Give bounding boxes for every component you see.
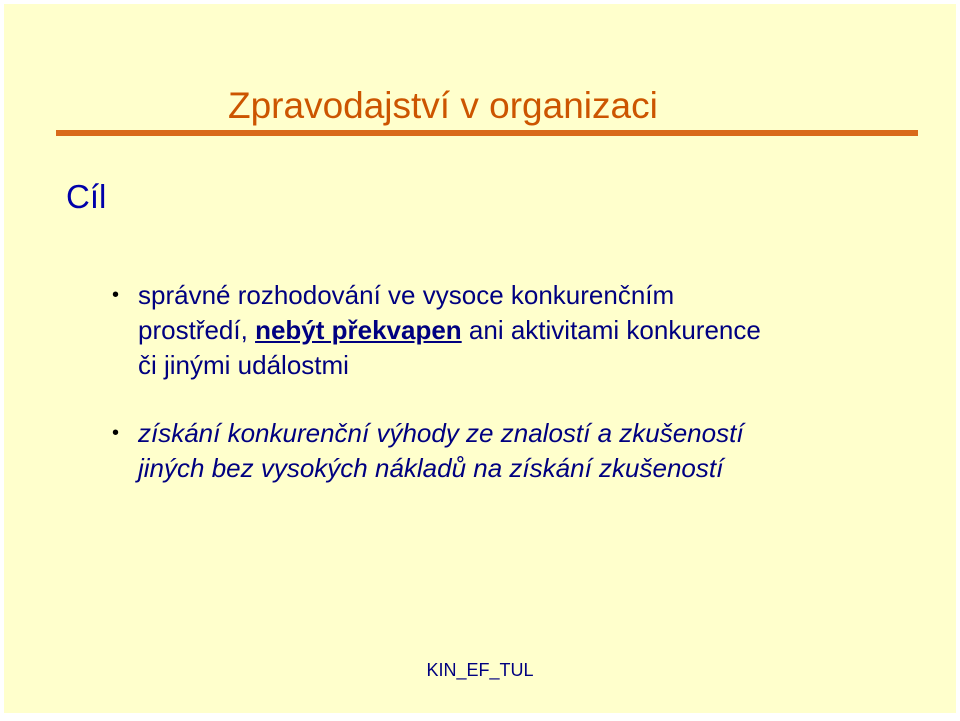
bullet-list [112, 278, 912, 486]
slide-footer: KIN_EF_TUL [426, 660, 534, 680]
slide [4, 4, 956, 713]
bullet-line [138, 313, 912, 348]
bullet-text: prostředí, [138, 315, 256, 345]
bullet-line: správné rozhodování ve vysoce konkurenčním [138, 280, 675, 310]
bullet-icon: • [112, 284, 120, 306]
bullet-line: jiných bez vysokých nákladů na získání zkušeností [138, 453, 724, 483]
bullet-text: ani aktivitami konkurence [461, 315, 761, 345]
bullet-item-competitive-advantage [112, 416, 912, 486]
bullet-line: získání konkurenční výhody ze znalostí a zkušeností [138, 418, 744, 448]
bullet-item-decision-making [112, 278, 912, 383]
emphasized-text: nebýt překvapen [255, 315, 462, 345]
bullet-line: či jinými událostmi [138, 350, 349, 380]
title-divider [56, 130, 918, 136]
bullet-icon: • [112, 422, 120, 444]
slide-title: Zpravodajství v organizaci [228, 85, 658, 126]
section-heading: Cíl [66, 178, 107, 215]
